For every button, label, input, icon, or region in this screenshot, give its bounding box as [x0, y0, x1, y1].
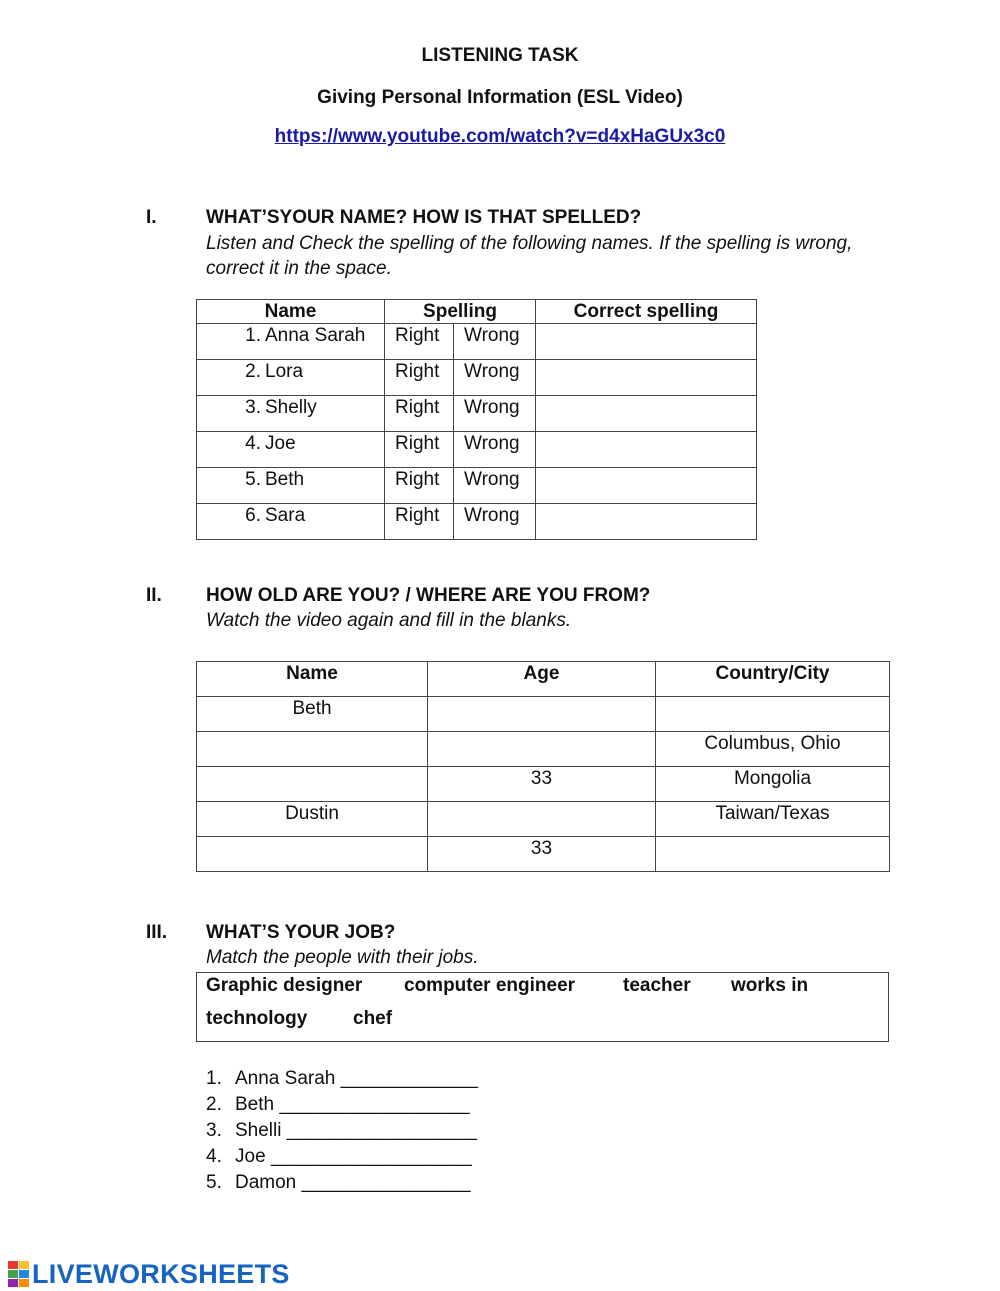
word-bank-item[interactable]: technology — [206, 1008, 308, 1029]
age-cell[interactable] — [428, 732, 656, 767]
section3-numeral: III. — [146, 922, 168, 943]
item-number: 1. — [206, 1068, 222, 1089]
liveworksheets-logo[interactable] — [8, 1260, 290, 1288]
right-option[interactable]: Right — [385, 396, 454, 432]
item-text: Anna Sarah _____________ — [235, 1068, 479, 1089]
col-header-name: Name — [197, 662, 428, 697]
wrong-option[interactable]: Wrong — [454, 360, 536, 396]
correct-spelling-field[interactable] — [536, 396, 757, 432]
table-header-row — [197, 662, 890, 697]
right-option[interactable]: Right — [385, 324, 454, 360]
country-cell[interactable]: Columbus, Ohio — [656, 732, 890, 767]
table-row — [197, 468, 757, 504]
right-option[interactable]: Right — [385, 432, 454, 468]
table-row — [197, 837, 890, 872]
col-header-spelling: Spelling — [385, 300, 536, 324]
match-item[interactable] — [206, 1094, 470, 1116]
name-cell[interactable]: Beth — [197, 697, 428, 732]
item-text: Joe ___________________ — [235, 1146, 472, 1167]
age-country-table — [196, 661, 890, 872]
item-number: 5. — [206, 1172, 222, 1193]
section3-heading: WHAT’S YOUR JOB? — [206, 922, 396, 943]
wrong-option[interactable]: Wrong — [454, 468, 536, 504]
name-cell[interactable]: Dustin — [197, 802, 428, 837]
word-bank-item[interactable]: teacher — [623, 975, 691, 996]
word-bank — [196, 972, 889, 1042]
table-row — [197, 432, 757, 468]
name-cell — [197, 432, 385, 468]
country-cell[interactable]: Taiwan/Texas — [656, 802, 890, 837]
age-cell[interactable] — [428, 802, 656, 837]
correct-spelling-field[interactable] — [536, 360, 757, 396]
word-bank-item[interactable]: works in — [731, 975, 809, 996]
table-row — [197, 324, 757, 360]
wrong-option[interactable]: Wrong — [454, 504, 536, 540]
row-name: Anna Sarah — [265, 325, 366, 346]
table-header-row — [197, 300, 757, 324]
correct-spelling-field[interactable] — [536, 324, 757, 360]
row-number: 1. — [245, 325, 261, 346]
name-cell — [197, 324, 385, 360]
age-cell[interactable]: 33 — [428, 837, 656, 872]
name-cell[interactable] — [197, 837, 428, 872]
match-item[interactable] — [206, 1146, 472, 1168]
word-bank-item[interactable]: chef — [353, 1008, 393, 1029]
col-header-correct: Correct spelling — [536, 300, 757, 324]
item-number: 2. — [206, 1094, 222, 1115]
table-row — [197, 767, 890, 802]
logo-text: LIVEWORKSHEETS — [32, 1258, 290, 1289]
col-header-name: Name — [197, 300, 385, 324]
wrong-option[interactable]: Wrong — [454, 324, 536, 360]
name-cell[interactable] — [197, 732, 428, 767]
country-cell[interactable] — [656, 837, 890, 872]
row-number: 6. — [245, 505, 261, 526]
table-row — [197, 732, 890, 767]
section2-instruction: Watch the video again and fill in the blanks. — [206, 610, 572, 631]
section1-instruction-1: Listen and Check the spelling of the following names. If the spelling is wrong, — [206, 233, 853, 254]
row-number: 2. — [245, 361, 261, 382]
table-row — [197, 697, 890, 732]
col-header-country: Country/City — [656, 662, 890, 697]
correct-spelling-field[interactable] — [536, 504, 757, 540]
age-cell[interactable] — [428, 697, 656, 732]
match-item[interactable] — [206, 1172, 471, 1194]
section2-numeral: II. — [146, 585, 162, 606]
country-cell[interactable]: Mongolia — [656, 767, 890, 802]
item-text: Damon ________________ — [235, 1172, 471, 1193]
correct-spelling-field[interactable] — [536, 468, 757, 504]
section1-heading: WHAT’SYOUR NAME? HOW IS THAT SPELLED? — [206, 207, 642, 228]
right-option[interactable]: Right — [385, 468, 454, 504]
page-subtitle: Giving Personal Information (ESL Video) — [317, 87, 683, 108]
section2-heading: HOW OLD ARE YOU? / WHERE ARE YOU FROM? — [206, 585, 651, 606]
section1-numeral: I. — [146, 207, 157, 228]
col-header-age: Age — [428, 662, 656, 697]
name-cell — [197, 504, 385, 540]
video-link[interactable]: https://www.youtube.com/watch?v=d4xHaGUx3c0 — [274, 126, 726, 147]
table-row — [197, 360, 757, 396]
row-number: 3. — [245, 397, 261, 418]
row-name: Joe — [265, 433, 296, 454]
spelling-table — [196, 299, 757, 540]
age-cell[interactable]: 33 — [428, 767, 656, 802]
word-bank-item[interactable]: Graphic designer — [206, 975, 363, 996]
video-link-wrapper — [0, 126, 1000, 148]
row-name: Sara — [265, 505, 306, 526]
right-option[interactable]: Right — [385, 360, 454, 396]
item-number: 4. — [206, 1146, 222, 1167]
right-option[interactable]: Right — [385, 504, 454, 540]
table-row — [197, 396, 757, 432]
table-row — [197, 802, 890, 837]
match-item[interactable] — [206, 1120, 477, 1142]
country-cell[interactable] — [656, 697, 890, 732]
item-number: 3. — [206, 1120, 222, 1141]
section1-instruction-2: correct it in the space. — [206, 258, 392, 279]
row-name: Beth — [265, 469, 305, 490]
name-cell — [197, 468, 385, 504]
correct-spelling-field[interactable] — [536, 432, 757, 468]
liveworksheets-blocks-icon — [8, 1261, 29, 1287]
section3-instruction: Match the people with their jobs. — [206, 947, 479, 968]
row-name: Shelly — [265, 397, 317, 418]
row-name: Lora — [265, 361, 304, 382]
wrong-option[interactable]: Wrong — [454, 432, 536, 468]
wrong-option[interactable]: Wrong — [454, 396, 536, 432]
row-number: 4. — [245, 433, 261, 454]
item-text: Beth __________________ — [235, 1094, 470, 1115]
page-title: LISTENING TASK — [421, 45, 579, 66]
name-cell[interactable] — [197, 767, 428, 802]
row-number: 5. — [245, 469, 261, 490]
table-row — [197, 504, 757, 540]
name-cell — [197, 360, 385, 396]
word-bank-item[interactable]: computer engineer — [404, 975, 576, 996]
item-text: Shelli __________________ — [235, 1120, 477, 1141]
name-cell — [197, 396, 385, 432]
match-item[interactable] — [206, 1068, 478, 1090]
